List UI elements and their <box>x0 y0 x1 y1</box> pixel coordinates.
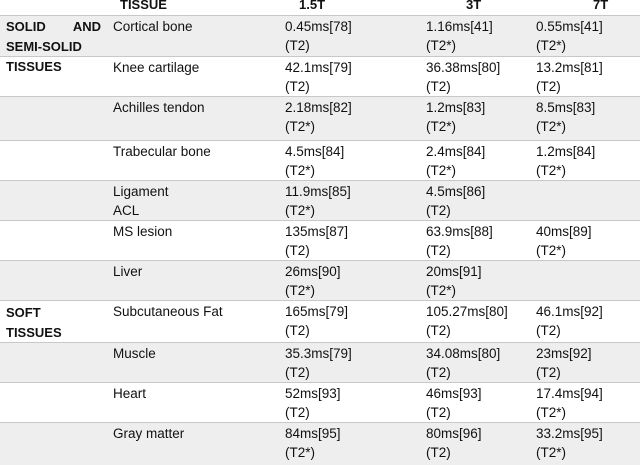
relaxation-type: (T2) <box>426 203 451 218</box>
tissue-name: Subcutaneous Fat <box>113 304 223 319</box>
tissue-cell <box>113 222 172 241</box>
tissue-name: Trabecular bone <box>113 144 211 159</box>
t15-cell <box>285 222 348 260</box>
relaxation-type: (T2*) <box>426 38 456 53</box>
t15-cell <box>285 98 352 136</box>
tissue-cell <box>113 424 184 443</box>
t7-cell <box>536 142 595 180</box>
relaxation-value: 52ms[93] <box>285 386 341 401</box>
relaxation-value: 165ms[79] <box>285 304 349 319</box>
relaxation-value: 40ms[89] <box>536 224 592 239</box>
relaxation-value: 23ms[92] <box>536 346 592 361</box>
tissue-cell <box>113 262 142 281</box>
t7-cell <box>536 424 603 462</box>
relaxation-type: (T2*) <box>285 119 315 134</box>
table-row <box>0 382 640 423</box>
relaxation-type: (T2*) <box>426 163 456 178</box>
relaxation-type: (T2*) <box>285 203 315 218</box>
t15-cell <box>285 17 352 55</box>
tissue-name: Knee cartilage <box>113 60 200 75</box>
relaxation-type: (T2) <box>285 38 310 53</box>
relaxation-value: 11.9ms[85] <box>285 184 351 199</box>
relaxation-type: (T2) <box>285 323 310 338</box>
relaxation-value: 2.4ms[84] <box>426 144 486 159</box>
tissue-name: Liver <box>113 264 143 279</box>
t3-cell <box>426 17 493 55</box>
group-and-word: AND <box>72 19 101 34</box>
relaxation-type: (T2) <box>285 79 310 94</box>
tissue-cell <box>113 302 223 321</box>
table-row <box>0 180 640 221</box>
relaxation-type: (T2) <box>285 365 310 380</box>
tissue-cell <box>113 58 199 77</box>
relaxation-type: (T2) <box>426 365 451 380</box>
tissue-cell <box>113 17 193 36</box>
relaxation-type: (T2) <box>536 365 561 380</box>
t15-cell <box>285 302 348 340</box>
relaxation-value: 0.55ms[41] <box>536 19 603 34</box>
relaxation-value: 46.1ms[92] <box>536 304 603 319</box>
tissue-name: Cortical bone <box>113 19 193 34</box>
t7-cell <box>536 17 603 55</box>
tissue-cell <box>113 384 146 403</box>
relaxation-value: 26ms[90] <box>285 264 341 279</box>
table-header <box>0 0 640 15</box>
t7-cell <box>536 98 595 136</box>
tissue-cell <box>113 182 169 220</box>
header-7t: 7T <box>593 0 609 12</box>
group-solid-semi-solid <box>6 17 101 77</box>
relaxation-value: 1.2ms[83] <box>426 100 486 115</box>
t3-cell <box>426 142 485 180</box>
relaxation-type: (T2) <box>426 323 451 338</box>
table-row <box>0 260 640 301</box>
relaxation-value: 1.16ms[41] <box>426 19 493 34</box>
relaxation-type: (T2) <box>536 79 561 94</box>
relaxation-type: (T2) <box>285 243 310 258</box>
relaxation-value: 105.27ms[80] <box>426 304 508 319</box>
t7-cell <box>536 58 603 96</box>
t3-cell <box>426 58 500 96</box>
relaxation-value: 20ms[91] <box>426 264 482 279</box>
tissue-name: Heart <box>113 386 147 401</box>
t3-cell <box>426 302 508 340</box>
group-soft-word: SOFT <box>6 305 41 320</box>
relaxation-value: 8.5ms[83] <box>536 100 596 115</box>
relaxation-type: (T2) <box>426 405 451 420</box>
tissue-name: MS lesion <box>113 224 173 239</box>
relaxation-value: 84ms[95] <box>285 426 341 441</box>
t3-cell <box>426 424 482 462</box>
relaxation-type: (T2*) <box>285 445 315 460</box>
t3-cell <box>426 262 482 300</box>
t15-cell <box>285 384 341 422</box>
group-tissues-word: TISSUES <box>6 59 62 74</box>
relaxation-type: (T2*) <box>536 38 566 53</box>
tissue-name: Ligament ACL <box>113 184 169 218</box>
header-3t: 3T <box>466 0 482 12</box>
relaxation-value: 13.2ms[81] <box>536 60 603 75</box>
relaxation-value: 0.45ms[78] <box>285 19 352 34</box>
relaxation-type: (T2*) <box>536 405 566 420</box>
relaxation-type: (T2) <box>536 323 561 338</box>
relaxation-value: 17.4ms[94] <box>536 386 603 401</box>
relaxation-type: (T2) <box>426 445 451 460</box>
relaxation-value: 4.5ms[84] <box>285 144 345 159</box>
relaxation-type: (T2*) <box>536 119 566 134</box>
t3-cell <box>426 182 485 220</box>
t15-cell <box>285 182 351 220</box>
relaxation-value: 135ms[87] <box>285 224 349 239</box>
t7-cell <box>536 222 592 260</box>
tissue-cell <box>113 142 211 161</box>
relaxation-type: (T2*) <box>285 283 315 298</box>
tissue-cell <box>113 98 205 117</box>
tissue-name: Gray matter <box>113 426 185 441</box>
t15-cell <box>285 58 352 96</box>
tissue-name: Achilles tendon <box>113 100 205 115</box>
group-solid-word: SOLID <box>6 19 46 34</box>
relaxation-value: 33.2ms[95] <box>536 426 603 441</box>
relaxation-value: 36.38ms[80] <box>426 60 501 75</box>
relaxation-type: (T2*) <box>536 445 566 460</box>
relaxation-type: (T2) <box>426 243 451 258</box>
t3-cell <box>426 384 482 422</box>
t15-cell <box>285 424 341 462</box>
relaxation-type: (T2*) <box>285 163 315 178</box>
t7-cell <box>536 344 592 382</box>
t15-cell <box>285 344 352 382</box>
table-row <box>0 422 640 465</box>
group-tissues-word: TISSUES <box>6 325 62 340</box>
table-row <box>0 220 640 261</box>
header-1-5t: 1.5T <box>299 0 326 12</box>
relaxation-type: (T2*) <box>536 163 566 178</box>
relaxation-value: 35.3ms[79] <box>285 346 352 361</box>
relaxation-type: (T2*) <box>536 243 566 258</box>
group-soft-tissues <box>6 303 101 343</box>
relaxation-type: (T2) <box>285 405 310 420</box>
t3-cell <box>426 344 500 382</box>
table-row <box>0 342 640 383</box>
group-semi-solid-word: SEMI-SOLID <box>6 39 82 54</box>
t3-cell <box>426 222 493 260</box>
relaxation-value: 1.2ms[84] <box>536 144 596 159</box>
header-tissue: TISSUE <box>120 0 167 12</box>
t7-cell <box>536 384 603 422</box>
relaxation-value: 42.1ms[79] <box>285 60 352 75</box>
tissue-cell <box>113 344 156 363</box>
table-row <box>0 140 640 181</box>
relaxation-value: 2.18ms[82] <box>285 100 352 115</box>
relaxation-value: 63.9ms[88] <box>426 224 493 239</box>
relaxation-type: (T2*) <box>426 283 456 298</box>
relaxation-value: 46ms[93] <box>426 386 482 401</box>
t3-cell <box>426 98 485 136</box>
table-row <box>0 96 640 141</box>
relaxation-type: (T2*) <box>426 119 456 134</box>
relaxation-type: (T2) <box>426 79 451 94</box>
relaxation-value: 80ms[96] <box>426 426 482 441</box>
t15-cell <box>285 262 341 300</box>
tissue-name: Muscle <box>113 346 156 361</box>
t7-cell <box>536 302 603 340</box>
t15-cell <box>285 142 344 180</box>
relaxation-value: 34.08ms[80] <box>426 346 501 361</box>
relaxation-value: 4.5ms[86] <box>426 184 486 199</box>
